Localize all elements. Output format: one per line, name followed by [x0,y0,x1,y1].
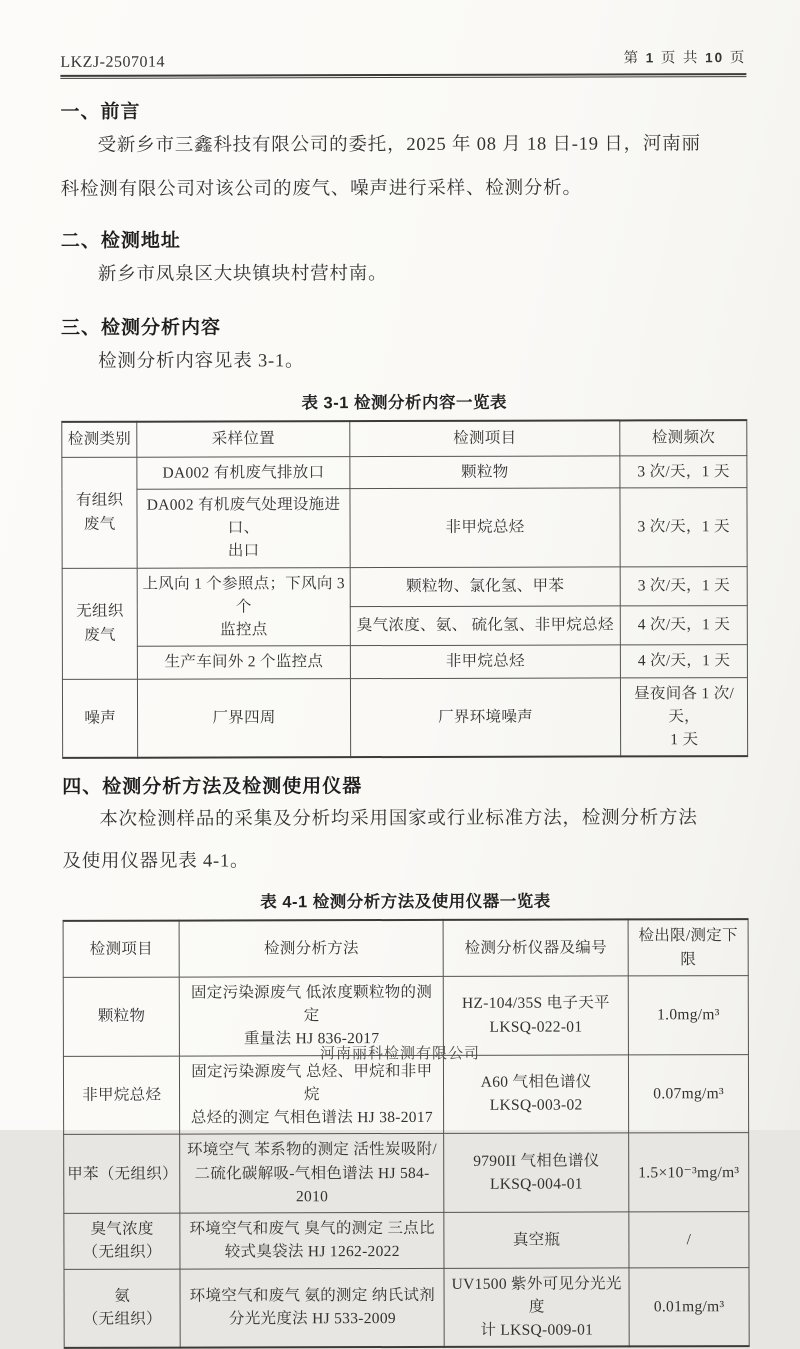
cell-method: 环境空气和废气 臭气的测定 三点比 较式臭袋法 HJ 1262-2022 [180,1212,444,1268]
cell-instrument: 9790II 气相色谱仪 LKSQ-004-01 [444,1133,629,1212]
table-row [62,645,747,679]
table-3-1-header-row [62,420,747,457]
cell-frequency: 3 次/天，1 天 [620,455,747,488]
cell-instrument: UV1500 紫外可见分光光度 计 LKSQ-009-01 [444,1267,629,1347]
column-header-instrument: 检测分析仪器及编号 [443,920,628,976]
cell-method: 环境空气和废气 氨的测定 纳氏试剂 分光光度法 HJ 533-2009 [180,1268,444,1348]
page-counter [624,46,747,67]
cell-frequency: 4 次/天，1 天 [621,605,748,645]
para-address: 新乡市凤泉区大块镇块村营村南。 [97,264,388,285]
table-row [63,1054,748,1135]
column-header-limit: 检出限/测定下限 [628,919,748,975]
cell-frequency: 4 次/天，1 天 [621,645,748,678]
table-3-1 [61,419,748,759]
table-row [62,455,747,489]
page-counter-mid: 页 共 [660,50,700,67]
column-header-item: 检测项目 [349,420,620,456]
column-header-frequency: 检测频次 [620,420,747,455]
cell-method: 固定污染源废气 总烃、甲烷和非甲烷 总烃的测定 气相色谱法 HJ 38-2017 [180,1055,444,1134]
cell-position: 生产车间外 2 个监控点 [138,646,350,679]
header-rule [60,73,746,79]
cell-limit: 1.5×10⁻³mg/m³ [629,1133,749,1212]
cell-category: 有组织 废气 [62,457,138,568]
page-current: 1 [645,50,656,66]
cell-category: 无组织 废气 [62,568,138,679]
cell-position: DA002 有机废气处理设施进口、 出口 [137,488,350,567]
cell-position: 厂界四周 [138,678,351,758]
table-row [64,1267,749,1348]
page-counter-suffix: 页 [729,50,747,67]
cell-limit: / [629,1212,749,1268]
cell-item: 臭气浓度、氨、 硫化氢、非甲烷总烃 [350,606,621,646]
cell-limit: 0.01mg/m³ [629,1267,749,1347]
heading-methods: 四、检测分析方法及检测使用仪器 [62,776,363,799]
cell-position: 上风向 1 个参照点；下风向 3 个 监控点 [137,567,350,646]
cell-category: 噪声 [62,679,138,758]
cell-item: 颗粒物、氯化氢、甲苯 [350,566,621,606]
table-row [62,487,747,568]
column-header-category: 检测类别 [62,422,137,457]
document-number: LKZJ-2507014 [60,53,166,71]
para-methods: 本次检测样品的采集及分析均采用国家或行业标准方法，检测分析方法 及使用仪器见表 4-1。 [62,808,698,873]
column-header-item: 检测项目 [63,921,180,977]
cell-item: 非甲烷总烃 [63,1056,180,1135]
table-4-1 [63,918,750,1349]
cell-limit: 0.07mg/m³ [629,1054,749,1133]
cell-item: 颗粒物 [63,977,180,1056]
table-row [64,1212,749,1269]
column-header-method: 检测分析方法 [180,920,444,977]
cell-method: 固定污染源废气 低浓度颗粒物的测定 重量法 HJ 836-2017 [180,976,444,1055]
cell-item: 甲苯（无组织） [64,1134,181,1213]
cell-limit: 1.0mg/m³ [628,975,748,1054]
cell-instrument: A60 气相色谱仪 LKSQ-003-02 [444,1054,629,1133]
table-4-1-caption: 表 4-1 检测分析方法及使用仪器一览表 [260,892,551,912]
table-4-1-header-row [63,919,748,977]
cell-frequency: 3 次/天，1 天 [620,566,747,606]
cell-frequency: 昼夜间各 1 次/天， 1 天 [621,677,748,757]
cell-instrument: HZ-104/35S 电子天平 LKSQ-022-01 [443,976,628,1055]
page-content [60,49,749,1349]
table-row [64,1133,749,1214]
cell-item: 非甲烷总烃 [350,488,621,567]
heading-preface: 一、前言 [60,101,141,123]
cell-item: 非甲烷总烃 [350,645,621,678]
cell-instrument: 真空瓶 [444,1212,629,1268]
table-row [62,566,747,607]
table-3-1-caption: 表 3-1 检测分析内容一览表 [301,393,508,413]
para-preface: 受新乡市三鑫科技有限公司的委托，2025 年 08 月 18 日-19 日，河南丽 科检测有限公司对该公司的废气、噪声进行采样、检测分析。 [60,134,701,200]
cell-item: 臭气浓度 （无组织） [64,1213,181,1269]
heading-content: 三、检测分析内容 [61,317,222,339]
footer-company: 河南丽科检测有限公司 [319,1046,480,1062]
para-content-ref: 检测分析内容见表 3-1。 [98,351,305,372]
cell-frequency: 3 次/天，1 天 [620,487,747,566]
heading-address: 二、检测地址 [60,230,181,252]
page-counter-prefix: 第 [623,50,641,67]
table-row [62,677,747,758]
cell-item: 厂界环境噪声 [350,677,621,757]
cell-method: 环境空气 苯系物的测定 活性炭吸附/ 二硫化碳解吸-气相色谱法 HJ 584-2010 [180,1134,444,1213]
cell-item: 氨 （无组织） [64,1269,181,1349]
cell-item: 颗粒物 [350,455,621,488]
running-header [60,49,746,79]
page-total: 10 [705,50,725,66]
cell-position: DA002 有机废气排放口 [137,456,349,489]
column-header-position: 采样位置 [137,421,349,457]
